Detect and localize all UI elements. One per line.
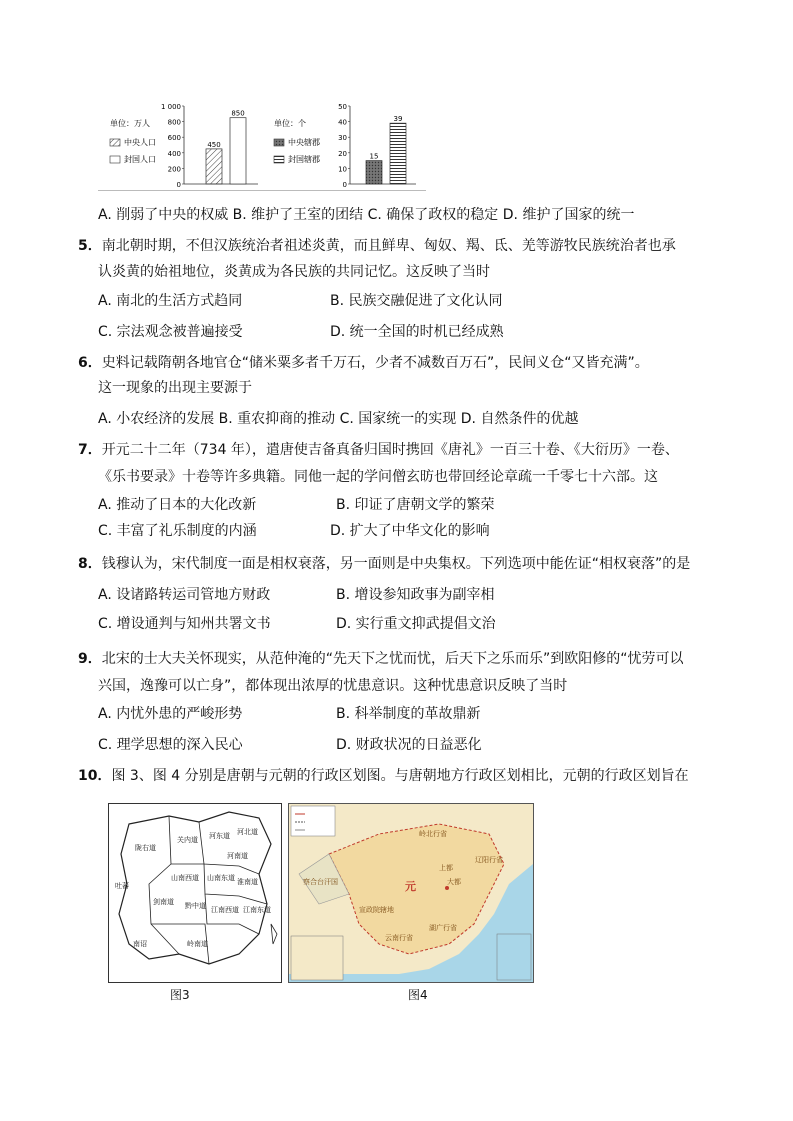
q7-option-b: B. 印证了唐朝文学的繁荣 <box>336 497 495 513</box>
tang-label-jiannan: 剑南道 <box>153 898 174 906</box>
bar-central-commandery-value-label: 15 <box>369 152 379 161</box>
q8-number: 8． <box>78 556 102 572</box>
yuan-label-shangdu: 上都 <box>439 864 453 872</box>
tang-label-hedong: 河东道 <box>209 832 230 840</box>
q9-stem-line2: 兴国，逸豫可以亡身”，都体现出浓厚的忧患意识。这种忧患意识反映了当时 <box>98 678 568 694</box>
q6-options: A. 小农经济的发展 B. 重农抑商的推动 C. 国家统一的实现 D. 自然条件的优越 <box>98 411 579 427</box>
q7-stem-line1: 开元二十二年（734 年），遣唐使吉备真备归国时携回《唐礼》一百三十卷、《大衍历》一卷、 <box>101 442 679 458</box>
bar-fief-population-value-label: 850 <box>231 109 245 118</box>
q8-option-d: D. 实行重文抑武提倡文治 <box>336 616 496 632</box>
yuan-label-yunnan: 云南行省 <box>385 934 413 942</box>
q5-option-c: C. 宗法观念被普遍接受 <box>98 324 243 340</box>
q7-option-d: D. 扩大了中华文化的影响 <box>330 523 490 539</box>
right-chart-unit: 单位：个 <box>274 119 306 128</box>
q6-stem <box>78 353 649 373</box>
yuan-label-huguang: 湖广行省 <box>429 924 457 932</box>
right-bars <box>366 115 406 184</box>
dadu-marker <box>445 886 449 890</box>
yuan-label-dadu: 大都 <box>447 878 461 886</box>
left-chart-unit: 单位：万人 <box>110 119 150 128</box>
left-chart <box>110 103 258 189</box>
q5-option-b: B. 民族交融促进了文化认同 <box>330 293 503 309</box>
yuan-label-xuanzhengyuan: 宣政院辖地 <box>359 906 394 914</box>
q8-option-c: C. 增设通判与知州共署文书 <box>98 616 271 632</box>
legend-swatch-fief <box>110 156 120 163</box>
tang-label-shannanxi: 山南西道 <box>171 874 199 882</box>
tang-label-henan: 河南道 <box>227 852 248 860</box>
q7-stem <box>78 440 679 460</box>
q7-number: 7． <box>78 442 102 458</box>
q5-stem <box>78 236 676 256</box>
q4-charts-svg <box>98 98 426 190</box>
q7-stem-line2: 《乐书要录》十卷等许多典籍。同他一起的学问僧玄昉也带回经论章疏一千零七十六部。这 <box>98 469 658 485</box>
tang-label-longyou: 陇右道 <box>135 844 156 852</box>
left-y-tick-label: 800 <box>167 118 181 127</box>
tang-label-shannandong: 山南东道 <box>207 874 235 882</box>
inset-map-right <box>497 934 531 980</box>
left-legend-2: 封国人口 <box>124 155 156 164</box>
right-y-tick-label: 40 <box>338 118 347 127</box>
q6-number: 6． <box>78 355 102 371</box>
q9-stem <box>78 649 684 669</box>
yuan-map-svg <box>289 804 533 982</box>
q9-option-a: A. 内忧外患的严峻形势 <box>98 706 243 722</box>
left-bars <box>206 110 246 184</box>
q8-option-a: A. 设诸路转运司管地方财政 <box>98 587 271 603</box>
left-legend-1: 中央人口 <box>124 138 156 147</box>
q8-option-b: B. 增设参知政事为副宰相 <box>336 587 495 603</box>
q6-stem-line1: 史料记载隋朝各地官仓“储米粟多者千万石，少者不减数百万石”，民间义仓“又皆充满”。 <box>101 355 649 371</box>
q10-stem <box>78 766 689 786</box>
yuan-label-lingbei: 岭北行省 <box>419 830 447 838</box>
bar-central-population-value-label: 450 <box>207 140 221 149</box>
left-y-tick-label: 0 <box>176 181 181 189</box>
right-legend-1: 中央辖郡 <box>288 138 320 147</box>
bar-fief-commandery-value-label: 39 <box>393 115 403 124</box>
map3-caption: 图3 <box>170 988 190 1002</box>
tang-label-tubo: 吐蕃 <box>115 882 129 890</box>
q8-stem <box>78 554 690 574</box>
map4-caption: 图4 <box>408 988 428 1002</box>
q9-number: 9． <box>78 651 102 667</box>
q6-stem-line2: 这一现象的出现主要源于 <box>98 380 252 396</box>
q9-option-b: B. 科举制度的革故鼎新 <box>336 706 481 722</box>
q4-chart-panel <box>98 98 426 191</box>
yuan-label-yuan: 元 <box>405 880 416 893</box>
yuan-map-legend <box>291 806 335 836</box>
q9-option-c: C. 理学思想的深入民心 <box>98 737 243 753</box>
q4-options: A. 削弱了中央的权威 B. 维护了王室的团结 C. 确保了政权的稳定 D. 维护了国家的统一 <box>98 207 635 223</box>
tang-island <box>271 924 277 944</box>
tang-map-svg <box>109 804 281 982</box>
tang-map <box>108 803 282 983</box>
tang-label-hebei: 河北道 <box>237 828 258 836</box>
q7-option-c: C. 丰富了礼乐制度的内涵 <box>98 523 257 539</box>
tang-label-jiangnanxi: 江南西道 <box>211 906 239 914</box>
yuan-map <box>288 803 534 983</box>
legend-swatch-central-commandery <box>274 139 284 146</box>
right-y-ticks <box>338 103 350 189</box>
left-y-tick-label: 200 <box>167 165 181 174</box>
bar-central-population <box>206 149 222 184</box>
tang-label-qianzhong: 黔中道 <box>185 902 206 910</box>
tang-label-jiangnandong: 江南东道 <box>243 906 271 914</box>
tang-label-lingnan: 岭南道 <box>187 940 208 948</box>
right-legend-2: 封国辖郡 <box>288 155 320 164</box>
left-y-tick-label: 600 <box>167 134 181 143</box>
right-y-tick-label: 20 <box>338 149 347 158</box>
right-chart <box>274 103 416 189</box>
left-y-tick-label: 1 000 <box>160 103 181 111</box>
q9-stem-line1: 北宋的士大夫关怀现实，从范仲淹的“先天下之忧而忧，后天下之乐而乐”到欧阳修的“忧劳可以 <box>101 651 684 667</box>
q5-stem-line1: 南北朝时期，不但汉族统治者祖述炎黄，而且鲜卑、匈奴、羯、氐、羌等游牧民族统治者也承 <box>101 238 676 254</box>
left-y-tick-label: 400 <box>167 149 181 158</box>
tang-border-east <box>205 894 259 934</box>
tang-label-guannei: 关内道 <box>177 836 198 844</box>
q10-number: 10． <box>78 768 112 784</box>
q9-option-d: D. 财政状况的日益恶化 <box>336 737 482 753</box>
q10-stem-line1: 图 3、图 4 分别是唐朝与元朝的行政区划图。与唐朝地方行政区划相比，元朝的行政区划旨在 <box>111 768 689 784</box>
right-y-tick-label: 0 <box>342 181 347 189</box>
bar-fief-population <box>230 118 246 184</box>
q5-option-d: D. 统一全国的时机已经成熟 <box>330 324 504 340</box>
q5-number: 5． <box>78 238 102 254</box>
yuan-label-liaoyang: 辽阳行省 <box>475 856 503 864</box>
q8-stem-line1: 钱穆认为，宋代制度一面是相权衰落，另一面则是中央集权。下列选项中能佐证“相权衰落”的是 <box>101 556 691 572</box>
left-y-ticks <box>161 103 184 189</box>
tang-border-west <box>149 816 179 954</box>
bar-central-commandery <box>366 161 382 184</box>
legend-swatch-central <box>110 139 120 146</box>
right-y-tick-label: 30 <box>338 134 347 143</box>
right-y-tick-label: 10 <box>338 165 347 174</box>
right-y-tick-label: 50 <box>338 103 347 111</box>
q7-option-a: A. 推动了日本的大化改新 <box>98 497 257 513</box>
yuan-label-chagatai: 察合台汗国 <box>303 878 338 886</box>
q5-option-a: A. 南北的生活方式趋同 <box>98 293 243 309</box>
inset-map-left <box>291 936 343 980</box>
bar-fief-commandery <box>390 123 406 184</box>
legend-swatch-fief-commandery <box>274 156 284 163</box>
tang-label-nanzhao: 南诏 <box>133 940 147 948</box>
tang-label-huainan: 淮南道 <box>237 878 258 886</box>
q5-stem-line2: 认炎黄的始祖地位，炎黄成为各民族的共同记忆。这反映了当时 <box>98 264 490 280</box>
